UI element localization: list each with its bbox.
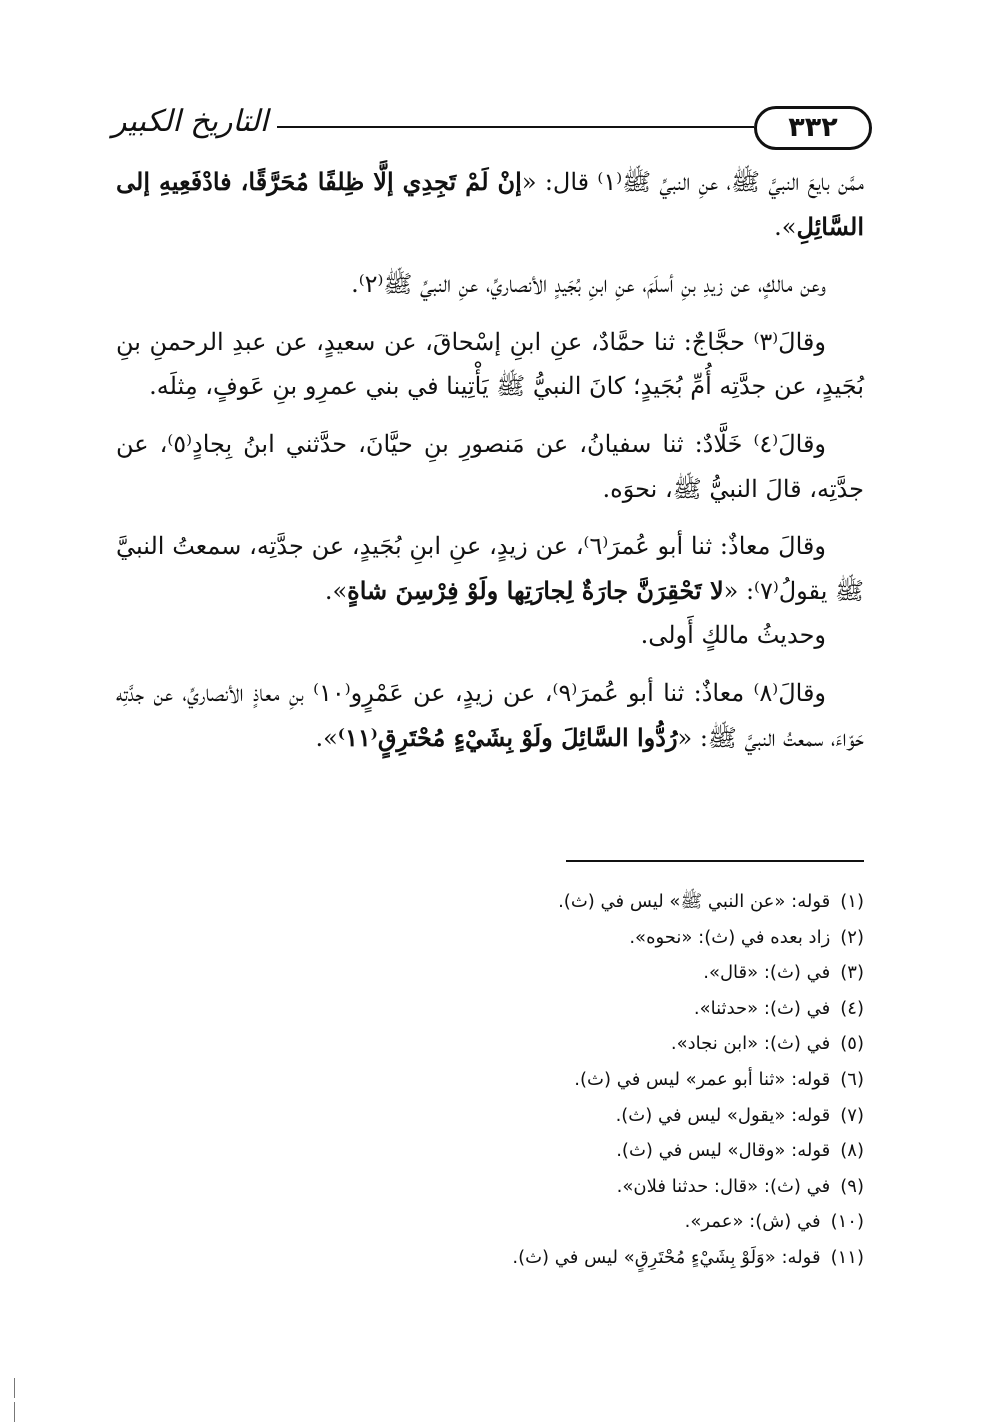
footnote-number: (٤): [840, 997, 864, 1019]
page-header: [112, 100, 872, 152]
footnote-text: قوله: «ثنا أبو عمر» ليس في (ث).: [574, 1068, 831, 1090]
text: وقالَ معاذٌ: ثنا أبو عُمرَ⁽٦⁾، عن زيدٍ، عنِ ابنِ بُجَيدٍ، عن جدَّتِه، سمعتُ النبيَّ ﷺ يقولُ⁽٧⁾: «: [116, 532, 864, 605]
scan-edge-mark: [14, 1378, 15, 1398]
footnote-number: (٥): [840, 1033, 864, 1055]
scan-edge-mark: [14, 1402, 15, 1422]
header-rule: [277, 126, 754, 128]
footnote-number: (٧): [840, 1104, 864, 1126]
hadith-quote: إنْ لَمْ تَجِدِي إلَّا ظِلفًا مُحَرَّقًا، فادْفَعِيهِ إلى السَّائِلِ: [116, 167, 864, 241]
footnote-text: قوله: «يقول» ليس في (ث).: [615, 1104, 831, 1126]
footnote-number: (٨): [840, 1140, 864, 1162]
hadith-quote: رُدُّوا السَّائِلَ ولَوْ بِشَيْءٍ مُحْتَرِقٍ⁽١١⁾: [337, 722, 678, 752]
main-text: [116, 160, 864, 773]
footnote-text: قوله: «وقال» ليس في (ث).: [616, 1140, 831, 1162]
footnote-number: (١٠): [830, 1211, 864, 1233]
page-number: ٣٣٢: [754, 106, 872, 150]
footnote-number: (٣): [840, 962, 864, 984]
paragraph-2: وعن مالكٍ، عن زيدِ بنِ أسلَمَ، عنِ ابنِ بُجَيدٍ الأنصاريِّ، عنِ النبيِّ ﷺ⁽٢⁾.: [351, 270, 826, 299]
paragraph-5: [116, 524, 864, 613]
footnote-text: في (ش): «عمر».: [684, 1211, 821, 1233]
footnote-number: (٩): [840, 1175, 864, 1197]
text: ممَّن بايعَ النبيَّ ﷺ، عنِ النبيِّ ﷺ⁽١⁾ قال: «: [521, 168, 864, 196]
text: ».: [324, 576, 348, 605]
text: وقالَ⁽٨⁾ معاذٌ: ثنا أبو عُمرَ⁽٩⁾، عن زيدٍ، عن عَمْرٍو⁽١٠⁾ بنِ معاذٍ الأنصاريِّ، عن جدَّتِه حَوّاءَ، سمعتُ النبيَّ ﷺ: «: [116, 678, 864, 752]
paragraph-6: وحديثُ مالكٍ أَولى.: [640, 621, 826, 650]
footnote-number: (٦): [840, 1068, 864, 1090]
footnote-6: [300, 1062, 864, 1098]
footnote-text: في (ث): «قال».: [703, 962, 831, 984]
text: ».: [774, 212, 797, 241]
footnote-text: قوله: «عن النبي ﷺ» ليس في (ث).: [558, 891, 831, 912]
footnote-number: (١): [840, 891, 864, 912]
footnote-text: في (ث): «قال: حدثنا فلان».: [616, 1175, 831, 1197]
footnote-2: [300, 920, 864, 956]
running-title: التاريخ الكبير: [112, 104, 269, 139]
paragraph-3: وقالَ⁽٣⁾ حجَّاجٌ: ثنا حمَّادٌ، عنِ ابنِ إسْحاقَ، عن سعيدٍ، عن عبدِ الرحمنِ بنِ بُجَيدٍ، عن جدَّتِه أُمِّ بُجَيدٍ؛ كانَ النبيُّ ﷺ يَأْتِينا في بني عمرِو بنِ عَوفٍ، مِثلَه.: [116, 327, 864, 401]
footnote-rule: [566, 860, 864, 862]
footnote-8: [300, 1133, 864, 1169]
hadith-quote: لا تَحْقِرَنَّ جارَةٌ لِجارَتِها ولَوْ فِرْسِنَ شاةٍ: [347, 575, 724, 605]
footnote-number: (٢): [840, 926, 864, 948]
footnotes: [300, 884, 864, 1276]
footnote-text: في (ث): «ابن نجاد».: [670, 1033, 831, 1055]
footnote-9: [300, 1169, 864, 1205]
footnote-3: [300, 955, 864, 991]
paragraph-4: وقالَ⁽٤⁾ خَلَّادٌ: ثنا سفيانُ، عن مَنصورِ بنِ حيَّانَ، حدَّثني ابنُ بِجادٍ⁽٥⁾، عن جدَّتِه، قالَ النبيُّ ﷺ، نحوَه.: [116, 429, 864, 503]
footnote-number: (١١): [830, 1246, 864, 1268]
footnote-text: في (ث): «حدثنا».: [693, 997, 831, 1019]
paragraph-1: [116, 160, 864, 249]
footnote-text: زاد بعده في (ث): «نحوه».: [629, 926, 831, 948]
paragraph-7: [116, 671, 864, 760]
footnote-text: قوله: «وَلَوْ بِشَيْءٍ مُحْتَرِقٍ» ليس في (ث).: [512, 1246, 821, 1268]
footnote-5: [300, 1026, 864, 1062]
footnote-4: [300, 991, 864, 1027]
footnote-10: [300, 1204, 864, 1240]
footnote-11: [300, 1240, 864, 1276]
footnote-7: [300, 1098, 864, 1134]
text: ».: [315, 723, 338, 752]
footnote-1: [300, 884, 864, 920]
